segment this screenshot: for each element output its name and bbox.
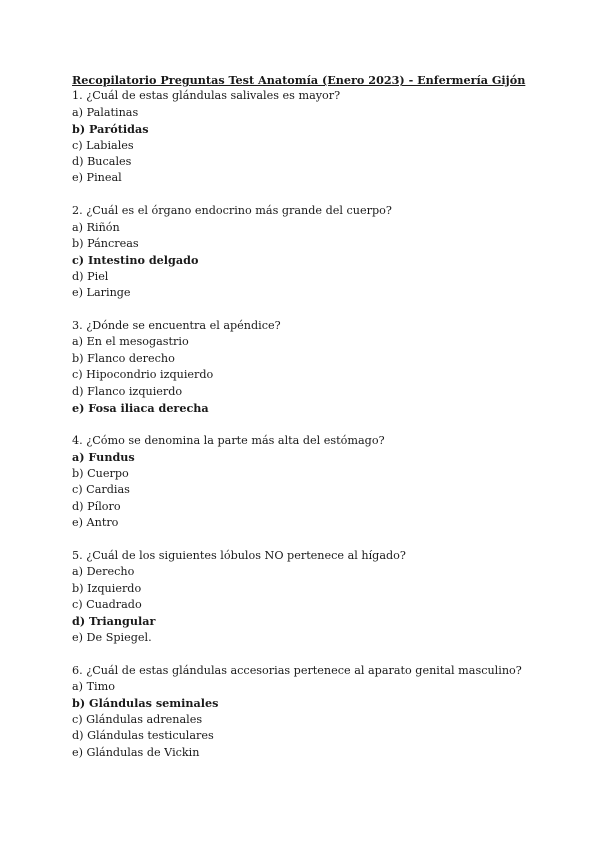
answer-option-correct: e) Fosa iliaca derecha (72, 401, 209, 416)
answer-option: b) Páncreas (72, 237, 139, 251)
question-text: 2. ¿Cuál es el órgano endocrino más grande del cuerpo? (72, 204, 392, 218)
answer-option: e) De Spiegel. (72, 630, 152, 644)
answer-option: e) Antro (72, 515, 119, 529)
answer-option: d) Piel (72, 269, 109, 283)
question-text: 5. ¿Cuál de los siguientes lóbulos NO pertenece al hígado? (72, 548, 406, 562)
answer-option: d) Bucales (72, 155, 132, 169)
answer-option: b) Flanco derecho (72, 351, 175, 365)
question-block (72, 318, 542, 416)
question-block (72, 433, 542, 531)
answer-option: e) Pineal (72, 171, 122, 185)
answer-option: b) Cuerpo (72, 466, 129, 480)
answer-option-correct: a) Fundus (72, 450, 135, 465)
question-text: 1. ¿Cuál de estas glándulas salivales es mayor? (72, 89, 341, 103)
question-text: 6. ¿Cuál de estas glándulas accesorias pertenece al aparato genital masculino? (72, 663, 522, 677)
question-block (72, 548, 542, 646)
answer-option: e) Laringe (72, 286, 131, 300)
answer-option-correct: b) Parótidas (72, 122, 149, 137)
answer-option: d) Glándulas testiculares (72, 729, 214, 743)
question-text: 3. ¿Dónde se encuentra el apéndice? (72, 319, 281, 333)
answer-option: d) Flanco izquierdo (72, 384, 183, 398)
question-block (72, 88, 542, 186)
answer-option: a) Riñón (72, 220, 120, 234)
answer-option: c) Cuadrado (72, 597, 142, 611)
answer-option-correct: c) Intestino delgado (72, 253, 199, 268)
document-page (72, 72, 542, 761)
answer-option: a) En el mesogastrio (72, 335, 189, 349)
answer-option-correct: d) Triangular (72, 614, 156, 629)
answer-option: c) Glándulas adrenales (72, 712, 203, 726)
question-text: 4. ¿Cómo se denomina la parte más alta del estómago? (72, 433, 385, 447)
answer-option: d) Píloro (72, 499, 121, 513)
answer-option: a) Palatinas (72, 105, 139, 119)
question-list (72, 88, 542, 761)
answer-option: b) Izquierdo (72, 581, 142, 595)
answer-option: a) Derecho (72, 565, 135, 579)
answer-option-correct: b) Glándulas seminales (72, 696, 219, 711)
question-block (72, 203, 542, 301)
answer-option: c) Labiales (72, 138, 134, 152)
document-title: Recopilatorio Preguntas Test Anatomía (Enero 2023) - Enfermería Gijón (72, 73, 526, 87)
answer-option: a) Timo (72, 679, 115, 693)
answer-option: c) Hipocondrio izquierdo (72, 368, 214, 382)
answer-option: e) Glándulas de Vickin (72, 745, 200, 759)
answer-option: c) Cardias (72, 483, 130, 497)
question-block (72, 663, 542, 761)
